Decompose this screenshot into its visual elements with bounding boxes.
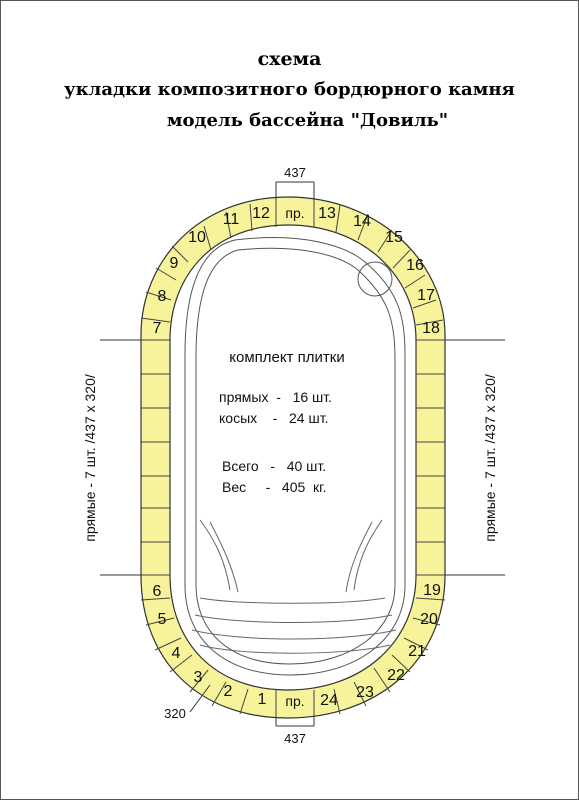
tile-number: 10: [188, 229, 206, 246]
corner-dimension-label: 320: [164, 706, 186, 721]
tile-number: 18: [422, 320, 440, 337]
tile-number: 15: [385, 229, 403, 246]
tile-number: 23: [356, 684, 374, 701]
tile-number: 3: [193, 669, 203, 686]
tile-number: 2: [223, 683, 233, 700]
tile-number: 11: [222, 211, 240, 228]
kit-heading: комплект плитки: [229, 349, 345, 366]
tile-number: 19: [423, 582, 441, 599]
kit-angled: косых - 24 шт.: [219, 410, 329, 426]
tile-number: 14: [353, 213, 371, 230]
tile-number: 12: [252, 205, 270, 222]
left-side-label: прямые - 7 шт. /437 x 320/: [82, 374, 98, 542]
tile-number: 1: [257, 691, 267, 708]
tile-number: 20: [420, 611, 438, 628]
pool-inner-outline: [196, 248, 395, 664]
right-side-label: прямые - 7 шт. /437 x 320/: [482, 374, 498, 542]
top-dimension-label: 437: [284, 165, 306, 180]
title-line-1: схема: [257, 48, 322, 70]
tile-number: 9: [169, 255, 179, 272]
tile-number: 21: [408, 643, 426, 660]
title-line-3: модель бассейна "Довиль": [166, 110, 449, 131]
tile-number: 22: [387, 667, 405, 684]
kit-total: Всего - 40 шт.: [222, 458, 327, 474]
kit-straight: прямых - 16 шт.: [219, 389, 333, 405]
tile-top-straight: пр.: [285, 205, 305, 221]
tile-number: 5: [157, 611, 167, 628]
tile-number: 16: [406, 257, 424, 274]
tile-number: 17: [417, 287, 435, 304]
tile-number: 24: [320, 692, 338, 709]
bottom-dimension-label: 437: [284, 731, 306, 746]
skimmer-circle: [358, 262, 392, 296]
tile-number: 13: [318, 205, 336, 222]
pool-stairs: [192, 520, 396, 653]
kit-weight: Вес - 405 кг.: [222, 479, 327, 495]
tile-number: 6: [152, 583, 162, 600]
tile-bottom-straight: пр.: [285, 693, 305, 709]
tile-number: 7: [152, 320, 162, 337]
tile-number: 4: [171, 645, 181, 662]
pool-bowl-outline: [185, 238, 405, 675]
tile-number: 8: [157, 288, 167, 305]
title-line-2: укладки композитного бордюрного камня: [64, 79, 515, 100]
